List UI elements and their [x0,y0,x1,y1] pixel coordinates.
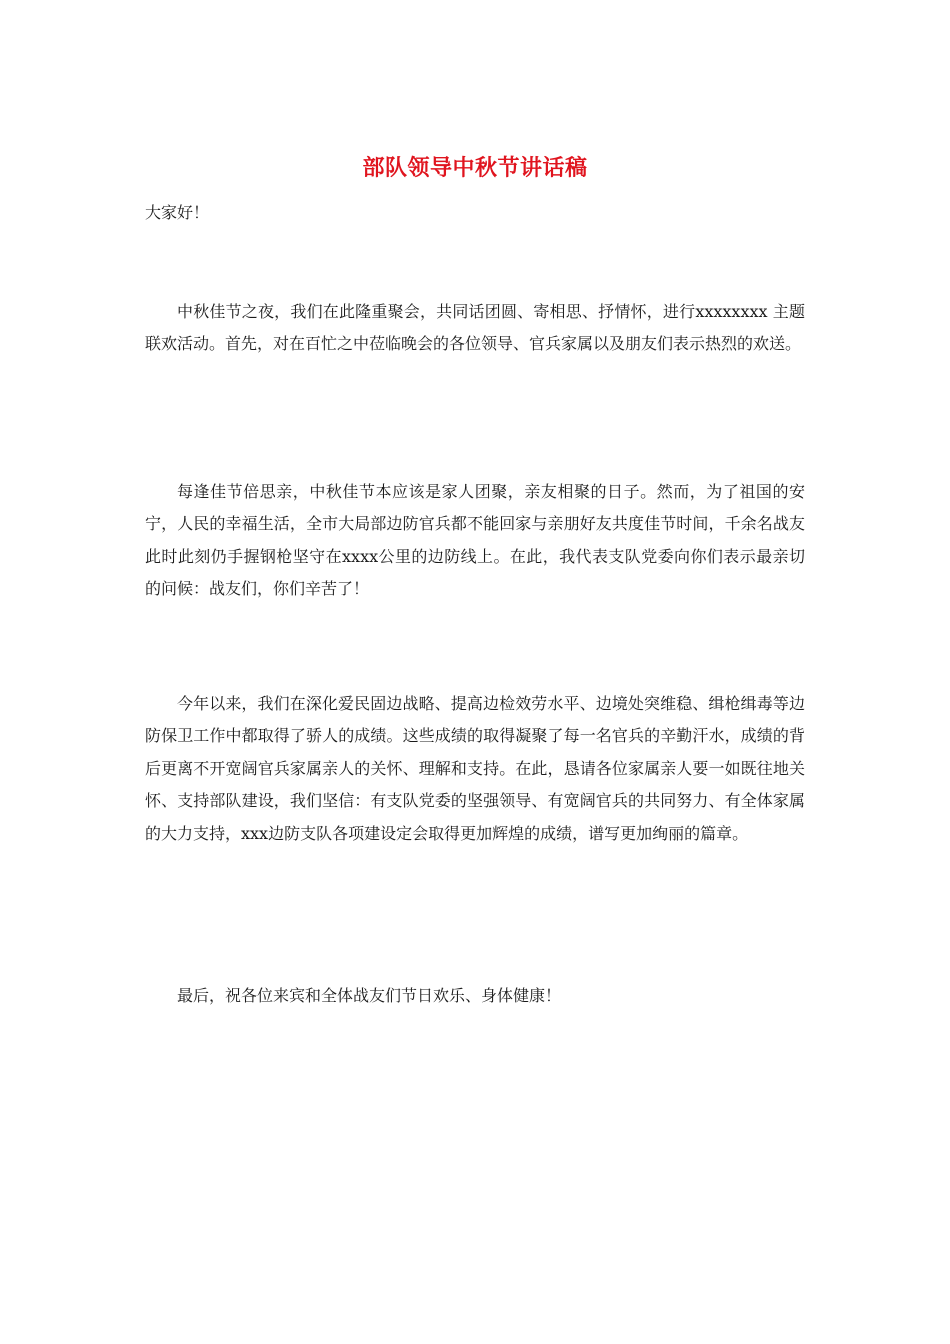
paragraph-greetings-to-soldiers: 每逢佳节倍思亲，中秋佳节本应该是家人团聚，亲友相聚的日子。然而，为了祖国的安宁，人民的幸福生活，全市大局部边防官兵都不能回家与亲朋好友共度佳节时间，千余名战友此时此刻仍手握钢枪坚守在xxxx公里的边防线上。在此，我代表支队党委向你们表示最亲切的问候：战友们，你们辛苦了！ [145,482,805,599]
document-title: 部队领导中秋节讲话稿 [362,155,588,181]
paragraph-opening: 中秋佳节之夜，我们在此隆重聚会，共同话团圆、寄相思、抒情怀，进行xxxxxxxx 主题联欢活动。首先，对在百忙之中莅临晚会的各位领导、官兵家属以及朋友们表示热烈的欢送。 [145,302,805,354]
paragraph-achievements: 今年以来，我们在深化爱民固边战略、提高边检效劳水平、边境处突维稳、缉枪缉毒等边防保卫工作中都取得了骄人的成绩。这些成绩的取得凝聚了每一名官兵的辛勤汗水，成绩的背后更离不开宽阔官兵家属亲人的关怀、理解和支持。在此，恳请各位家属亲人要一如既往地关怀、支持部队建设，我们坚信：有支队党委的坚强领导、有宽阔官兵的共同努力、有全体家属的大力支持，xxx边防支队各项建设定会取得更加辉煌的成绩，谱写更加绚丽的篇章。 [145,694,805,843]
paragraph-closing-wishes: 最后，祝各位来宾和全体战友们节日欢乐、身体健康！ [177,986,562,1005]
greeting: 大家好！ [145,203,210,222]
